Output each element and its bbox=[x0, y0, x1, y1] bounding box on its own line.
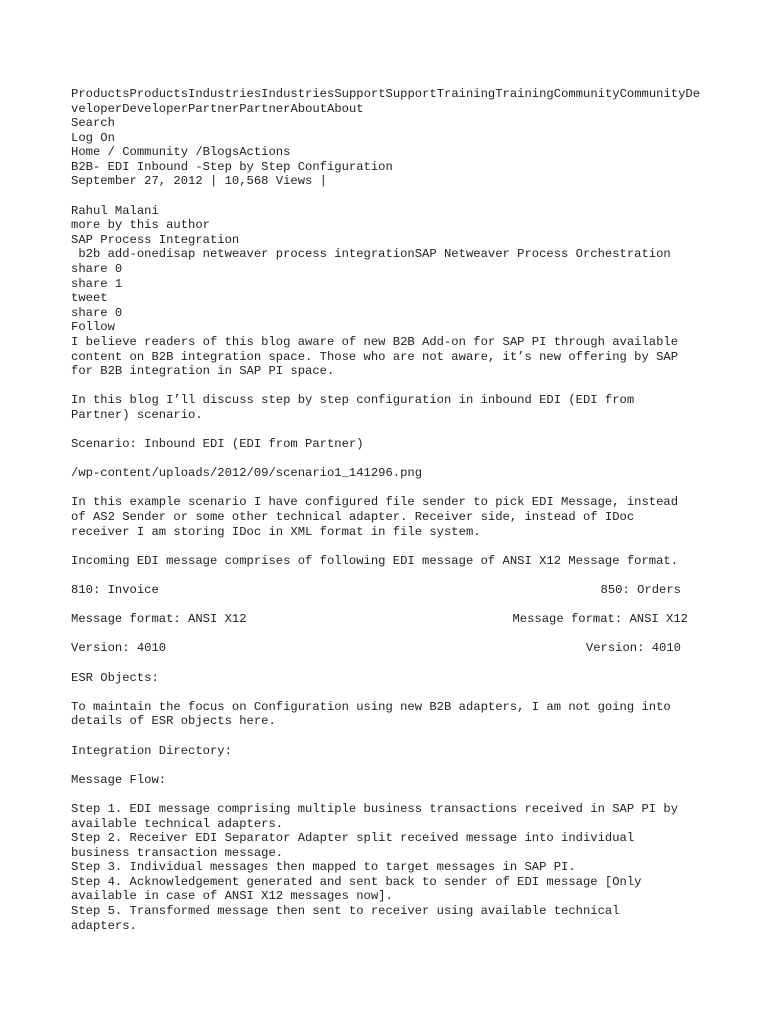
tags-list[interactable]: b2b add-onedisap netweaver process integrationSAP Netweaver Process Orchestration bbox=[71, 247, 671, 262]
nav-item-industries-dup[interactable]: Industries bbox=[261, 87, 335, 101]
cell-right-1: 850: Orders bbox=[600, 583, 681, 597]
cell-right-3: Version: 4010 bbox=[585, 641, 681, 656]
nav-item-industries[interactable]: Industries bbox=[188, 87, 262, 101]
nav-item-about-dup[interactable]: About bbox=[327, 101, 364, 116]
more-by-author-link[interactable]: more by this author bbox=[71, 218, 210, 233]
heading-integration-directory: Integration Directory: bbox=[71, 743, 232, 758]
share-button-3[interactable]: share 0 bbox=[71, 305, 123, 320]
heading-esr-objects: ESR Objects: bbox=[71, 670, 159, 685]
top-nav bbox=[71, 87, 701, 116]
paragraph-blog-purpose: In this blog I’ll discuss step by step configuration in inbound EDI (EDI from Partner) scenario. bbox=[71, 393, 635, 422]
nav-item-training-dup[interactable]: Training bbox=[495, 87, 554, 101]
cell-right-2: Message format: ANSI X12 bbox=[512, 612, 688, 627]
nav-item-support-dup[interactable]: Support bbox=[385, 87, 437, 101]
paragraph-example: In this example scenario I have configured file sender to pick EDI Message, instead of AS2 Sender or some other technical adapter. Receiver side, instead of IDoc receiver I am storing IDoc in XML format in file system. bbox=[71, 495, 679, 539]
breadcrumb[interactable]: Home / Community /BlogsActions bbox=[71, 145, 291, 160]
image-placeholder-path: /wp-content/uploads/2012/09/scenario1_141296.png bbox=[71, 466, 423, 481]
author-name[interactable]: Rahul Malani bbox=[71, 203, 159, 218]
heading-message-flow: Message Flow: bbox=[71, 772, 167, 787]
nav-item-developer-dup[interactable]: Developer bbox=[122, 101, 189, 116]
category-link[interactable]: SAP Process Integration bbox=[71, 232, 240, 247]
message-table-row-1 bbox=[71, 583, 701, 598]
search-link[interactable]: Search bbox=[71, 116, 115, 130]
message-flow-steps: Step 1. EDI message comprising multiple business transactions received in SAP PI by available technical adapters. Step 2. Receiver EDI Separator Adapter split received message into individual business transaction message. Step 3. Individual messages then mapped to target messages in SAP PI. Step 4. Acknowledgement generated and sent back to sender of EDI message [Only available in case of ANSI X12 messages now]. Step 5. Transformed message then sent to receiver using available technical adapters. bbox=[71, 801, 679, 933]
nav-item-training[interactable]: Training bbox=[436, 87, 496, 101]
page-title: B2B- EDI Inbound -Step by Step Configuration bbox=[71, 159, 393, 174]
message-table-row-2 bbox=[71, 612, 701, 627]
follow-button[interactable]: Follow bbox=[71, 320, 115, 335]
share-button-1[interactable]: share 0 bbox=[71, 261, 123, 276]
nav-item-products-dup[interactable]: Products bbox=[129, 87, 189, 101]
cell-left-1: 810: Invoice bbox=[71, 583, 159, 597]
nav-item-products[interactable]: Products bbox=[71, 87, 130, 101]
nav-item-community-dup[interactable]: Communit bbox=[619, 87, 679, 101]
share-button-2[interactable]: share 1 bbox=[71, 276, 123, 291]
blog-page bbox=[71, 87, 701, 933]
paragraph-scenario: Scenario: Inbound EDI (EDI from Partner) bbox=[71, 437, 364, 452]
nav-item-partner-dup[interactable]: Partner bbox=[239, 101, 291, 116]
logon-link[interactable]: Log On bbox=[71, 130, 115, 145]
nav-item-developer[interactable]: yDeveloper bbox=[71, 87, 701, 116]
paragraph-intro: I believe readers of this blog aware of new B2B Add-on for SAP PI through available content on B2B integration space. Those who are not aware, it’s new offering by SAP for B2B integration in SAP PI space. bbox=[71, 334, 679, 379]
nav-item-support[interactable]: Support bbox=[334, 87, 386, 101]
nav-item-partner[interactable]: Partner bbox=[188, 101, 240, 116]
nav-item-about[interactable]: About bbox=[290, 101, 328, 116]
tweet-button[interactable]: tweet bbox=[71, 291, 108, 306]
post-meta: September 27, 2012 | 10,568 Views | bbox=[71, 174, 327, 189]
cell-left-2: Message format: ANSI X12 bbox=[71, 612, 247, 627]
cell-left-3: Version: 4010 bbox=[71, 641, 167, 656]
paragraph-incoming: Incoming EDI message comprises of following EDI message of ANSI X12 Message format. bbox=[71, 553, 679, 568]
nav-item-community[interactable]: Community bbox=[553, 87, 620, 101]
paragraph-esr-focus: To maintain the focus on Configuration using new B2B adapters, I am not going into details of ESR objects here. bbox=[71, 699, 671, 729]
message-table-row-3 bbox=[71, 641, 701, 656]
